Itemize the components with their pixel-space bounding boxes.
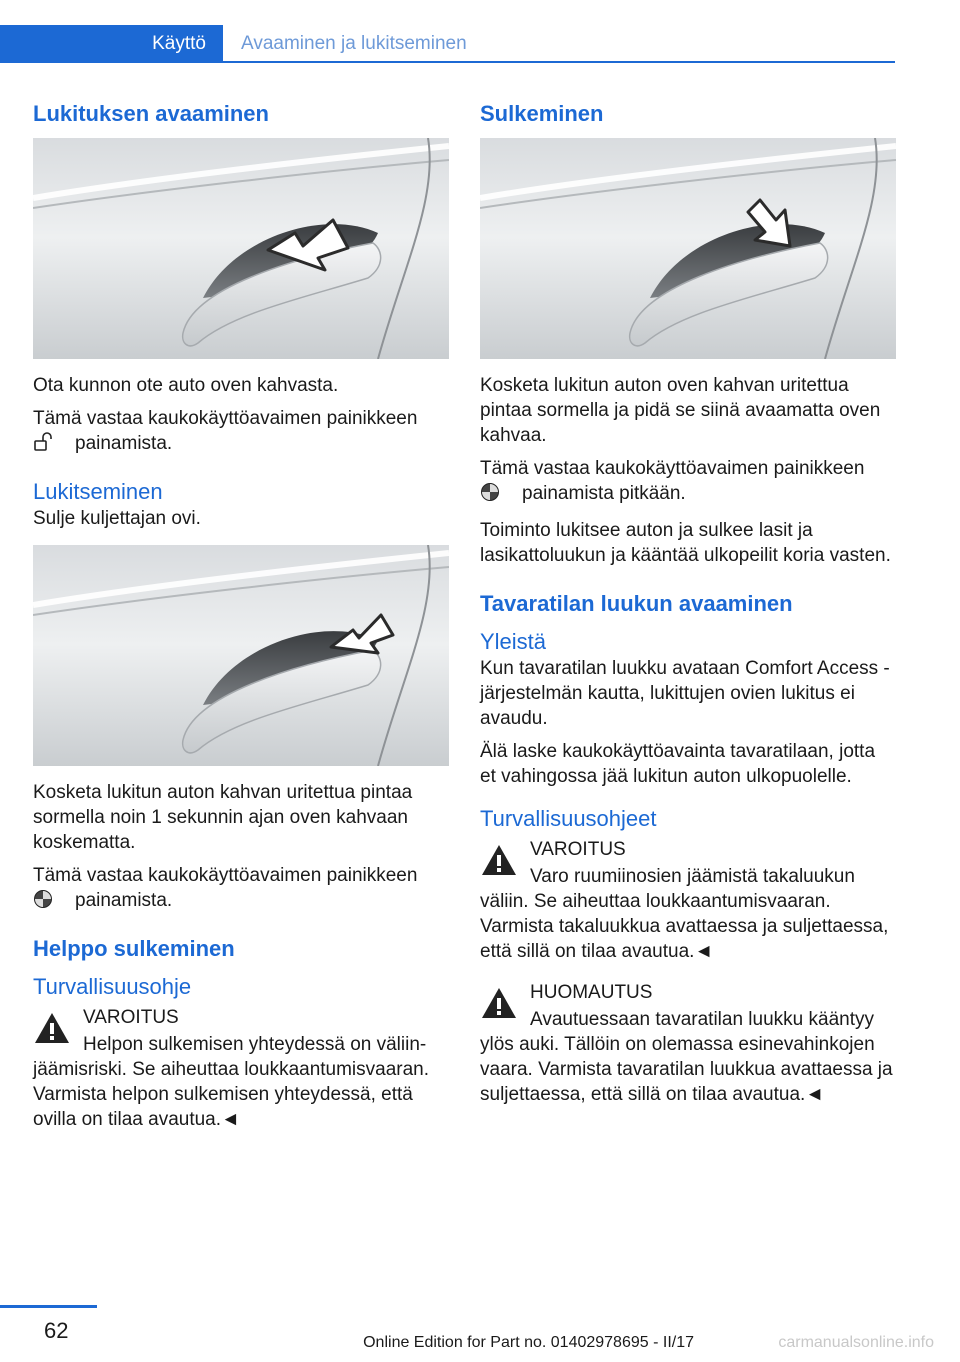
paragraph-text: Tämä vastaa kaukokäyttöavaimen painikkeen (33, 408, 418, 429)
paragraph-text: painamista. (75, 433, 173, 454)
heading-yleista: Yleistä (480, 629, 547, 654)
warning-block (480, 837, 896, 964)
paragraph-text: painamista pitkään. (522, 483, 686, 504)
warning-text: Varo ruumiinosien jäämistä takaluukun (530, 866, 855, 887)
paragraph (33, 406, 449, 456)
door-handle-lock-illustration (33, 545, 449, 766)
lock-button-icon (480, 482, 500, 502)
heading-helppo-sulkeminen: Helppo sulkeminen (33, 936, 235, 961)
door-handle-open-illustration (33, 138, 449, 359)
paragraph-text: painamista. (75, 890, 173, 911)
heading-lukitseminen: Lukitseminen (33, 479, 163, 504)
warning-icon (480, 986, 518, 1020)
warning-label: VAROITUS (530, 839, 626, 860)
heading-tavaratilan-luukun-avaaminen: Tavaratilan luukun avaaminen (480, 591, 793, 616)
paragraph-text: Tämä vastaa kaukokäyttöavaimen painikkeen (33, 865, 418, 886)
left-column (33, 100, 449, 1140)
notice-text: Avautuessaan tavaratilan luukku kääntyy (530, 1009, 874, 1030)
paragraph: Älä laske kaukokäyttöavainta tavaratilaan, jotta et vahingossa jää lukitun auton ulkopuolelle. (480, 741, 876, 787)
lock-button-icon (33, 889, 53, 909)
heading-sulkeminen: Sulkeminen (480, 101, 604, 126)
door-handle-close-illustration (480, 138, 896, 359)
paragraph: Kosketa lukitun auton oven kahvan uritettua pintaa sormella ja pidä se siinä avaamatta oven kahvaa. (480, 375, 881, 446)
paragraph: Ota kunnon ote auto oven kahvasta. (33, 375, 339, 396)
watermark-text: carmanualsonline.info (778, 1334, 934, 1351)
paragraph: Kosketa lukitun auton kahvan uritettua pintaa sormella noin 1 sekunnin ajan oven kahvaan koskematta. (33, 782, 413, 853)
paragraph: Sulje kuljettajan ovi. (33, 508, 201, 529)
paragraph-text: Tämä vastaa kaukokäyttöavaimen painikkeen (480, 458, 865, 479)
warning-icon (33, 1011, 71, 1045)
breadcrumb[interactable]: Avaaminen ja lukitseminen (241, 33, 467, 54)
paragraph (480, 456, 896, 506)
edition-text: Online Edition for Part no. 01402978695 - II/17 (363, 1334, 694, 1351)
heading-lukituksen-avaaminen: Lukituksen avaaminen (33, 101, 269, 126)
heading-turvallisuusohje: Turvallisuusohje (33, 974, 192, 999)
warning-label: VAROITUS (83, 1007, 179, 1028)
warning-text: väliin. Se aiheuttaa loukkaantumisvaaran. Varmista takaluukkua avattaessa ja suljettaessa, että sillä on tilaa avautua.◄ (480, 891, 889, 962)
warning-text: jäämisriski. Se aiheuttaa loukkaantumisvaaran. Varmista helpon sulkemisen yhteydessä, että ovilla on tilaa avautua.◄ (33, 1059, 430, 1130)
unlock-icon (33, 432, 53, 452)
warning-text: Helpon sulkemisen yhteydessä on väliin- (83, 1034, 427, 1055)
tab-kaytto[interactable]: Käyttö (0, 25, 223, 63)
header-rule (0, 61, 895, 63)
heading-turvallisuusohjeet: Turvallisuusohjeet (480, 806, 657, 831)
paragraph: Toiminto lukitsee auton ja sulkee lasit ja lasikattoluukun ja kääntää ulkopeilit koria vasten. (480, 520, 891, 566)
page-number: 62 (44, 1318, 69, 1343)
notice-text: ylös auki. Tällöin on olemassa esinevahinkojen vaara. Varmista tavaratilan luukkua avattaessa ja suljettaessa, että sillä on tilaa avautua.◄ (480, 1034, 893, 1105)
footer-rule (0, 1305, 97, 1308)
paragraph: Kun tavaratilan luukku avataan Comfort Access -järjestelmän kautta, lukittujen ovien lukitus ei avaudu. (480, 658, 890, 729)
page-header (0, 25, 895, 63)
notice-label: HUOMAUTUS (530, 982, 653, 1003)
paragraph (33, 863, 449, 913)
notice-block (480, 980, 896, 1107)
warning-block (33, 1005, 449, 1132)
warning-icon (480, 843, 518, 877)
right-column (480, 100, 896, 1115)
